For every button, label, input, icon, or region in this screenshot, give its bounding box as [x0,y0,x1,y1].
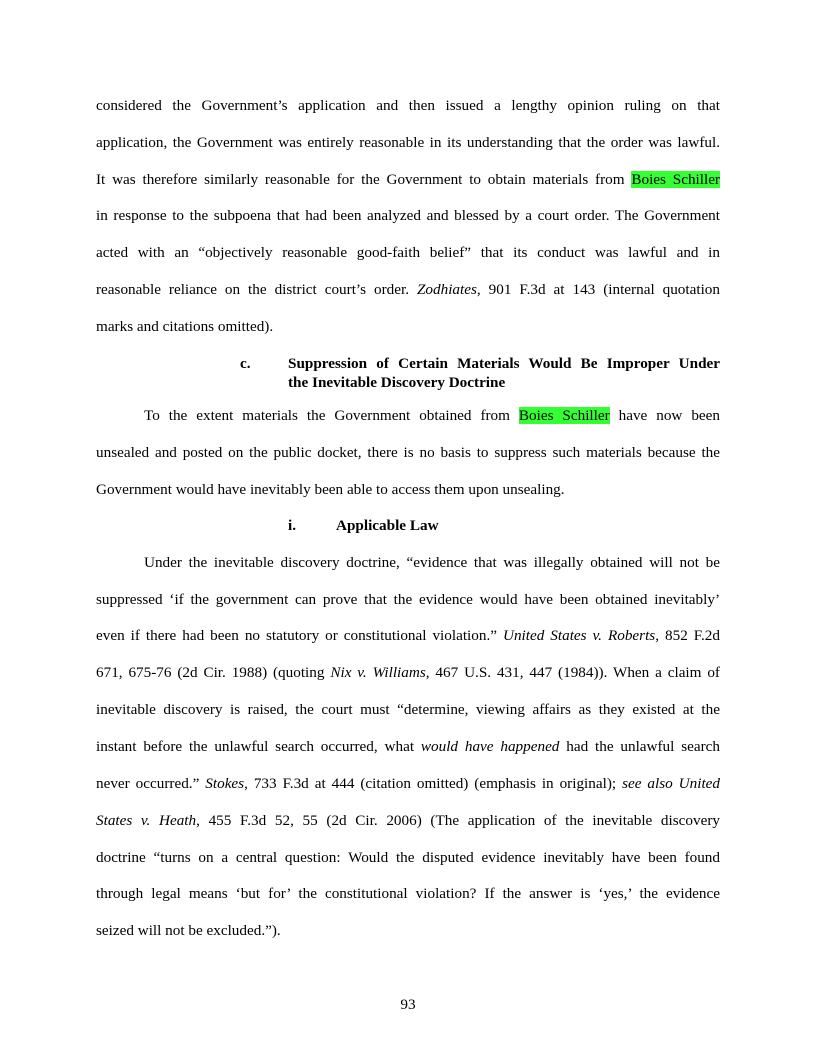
paragraph-3-line-7 [96,775,720,793]
paragraph-3-line-3 [96,627,720,645]
paragraph-3-line-9: doctrine “turns on a central question: Would the disputed evidence inevitably have been found [96,849,720,866]
text-span: instant before the unlawful search occurred, what [96,738,421,755]
paragraph-1-line-2: application, the Government was entirely reasonable in its understanding that the order was lawful. [96,134,720,151]
paragraph-1-line-1: considered the Government’s application and then issued a lengthy opinion ruling on that [96,97,720,114]
text-span: It was therefore similarly reasonable for the Government to obtain materials from [96,171,632,188]
paragraph-1-line-5: acted with an “objectively reasonable good-faith belief” that its conduct was lawful and in [96,244,720,261]
paragraph-3-line-8 [96,812,720,830]
case-citation: United States v. Roberts [502,627,656,644]
case-citation: States v. Heath [96,812,197,829]
text-span: , 733 F.3d at 444 (citation omitted) (emphasis in original); [244,775,623,792]
text-span: had the unlawful search [559,738,720,755]
section-c-title-line-1: Suppression of Certain Materials Would Be Improper Under [288,355,720,372]
text-span: , 455 F.3d 52, 55 (2d Cir. 2006) (The application of the inevitable discovery [196,812,720,829]
paragraph-1-line-6 [96,281,720,299]
text-span: even if there had been no statutory or constitutional violation.” [96,627,503,644]
paragraph-1-line-7: marks and citations omitted). [96,318,274,335]
paragraph-1-line-4: in response to the subpoena that had been analyzed and blessed by a court order. The Government [96,207,720,224]
text-span: have now been [609,407,720,424]
text-span: reasonable reliance on the district court’s order. [96,281,417,298]
text-span: never occurred.” [96,775,206,792]
highlighted-name: Boies Schiller [631,171,720,188]
paragraph-3-line-4 [96,664,720,682]
text-span: 671, 675-76 (2d Cir. 1988) (quoting [96,664,331,681]
text-span: , 901 F.3d at 143 (internal quotation [476,281,720,298]
section-i-title: Applicable Law [336,517,439,534]
paragraph-2-line-3: Government would have inevitably been able to access them upon unsealing. [96,481,565,498]
paragraph-3-line-1: Under the inevitable discovery doctrine, “evidence that was illegally obtained will not be [144,554,720,571]
paragraph-3-line-5: inevitable discovery is raised, the court must “determine, viewing affairs as they existed at the [96,701,720,718]
case-citation: Nix v. Williams [330,664,426,681]
paragraph-1-line-3 [96,171,720,189]
section-c-letter: c. [240,355,251,372]
section-c-title-line-2: the Inevitable Discovery Doctrine [288,374,506,391]
paragraph-3-line-2: suppressed ‘if the government can prove that the evidence would have been obtained inevitably’ [96,591,720,608]
paragraph-3-line-11: seized will not be excluded.”). [96,922,281,939]
paragraph-2-line-1 [144,407,720,425]
highlighted-name: Boies Schiller [518,407,610,424]
paragraph-3-line-10: through legal means ‘but for’ the constitutional violation? If the answer is ‘yes,’ the evidence [96,885,720,902]
emphasis: would have happened [420,738,560,755]
signal-citation: see also United [622,775,720,792]
paragraph-3-line-6 [96,738,720,756]
page-number: 93 [400,996,416,1013]
section-i-numeral: i. [288,517,297,534]
case-citation: Stokes [205,775,245,792]
text-span: To the extent materials the Government obtained from [144,407,519,424]
text-span: , 467 U.S. 431, 447 (1984)). When a claim of [425,664,720,681]
text-span: , 852 F.2d [655,627,720,644]
case-citation: Zodhiates [416,281,477,298]
paragraph-2-line-2: unsealed and posted on the public docket, there is no basis to suppress such materials because the [96,444,720,461]
